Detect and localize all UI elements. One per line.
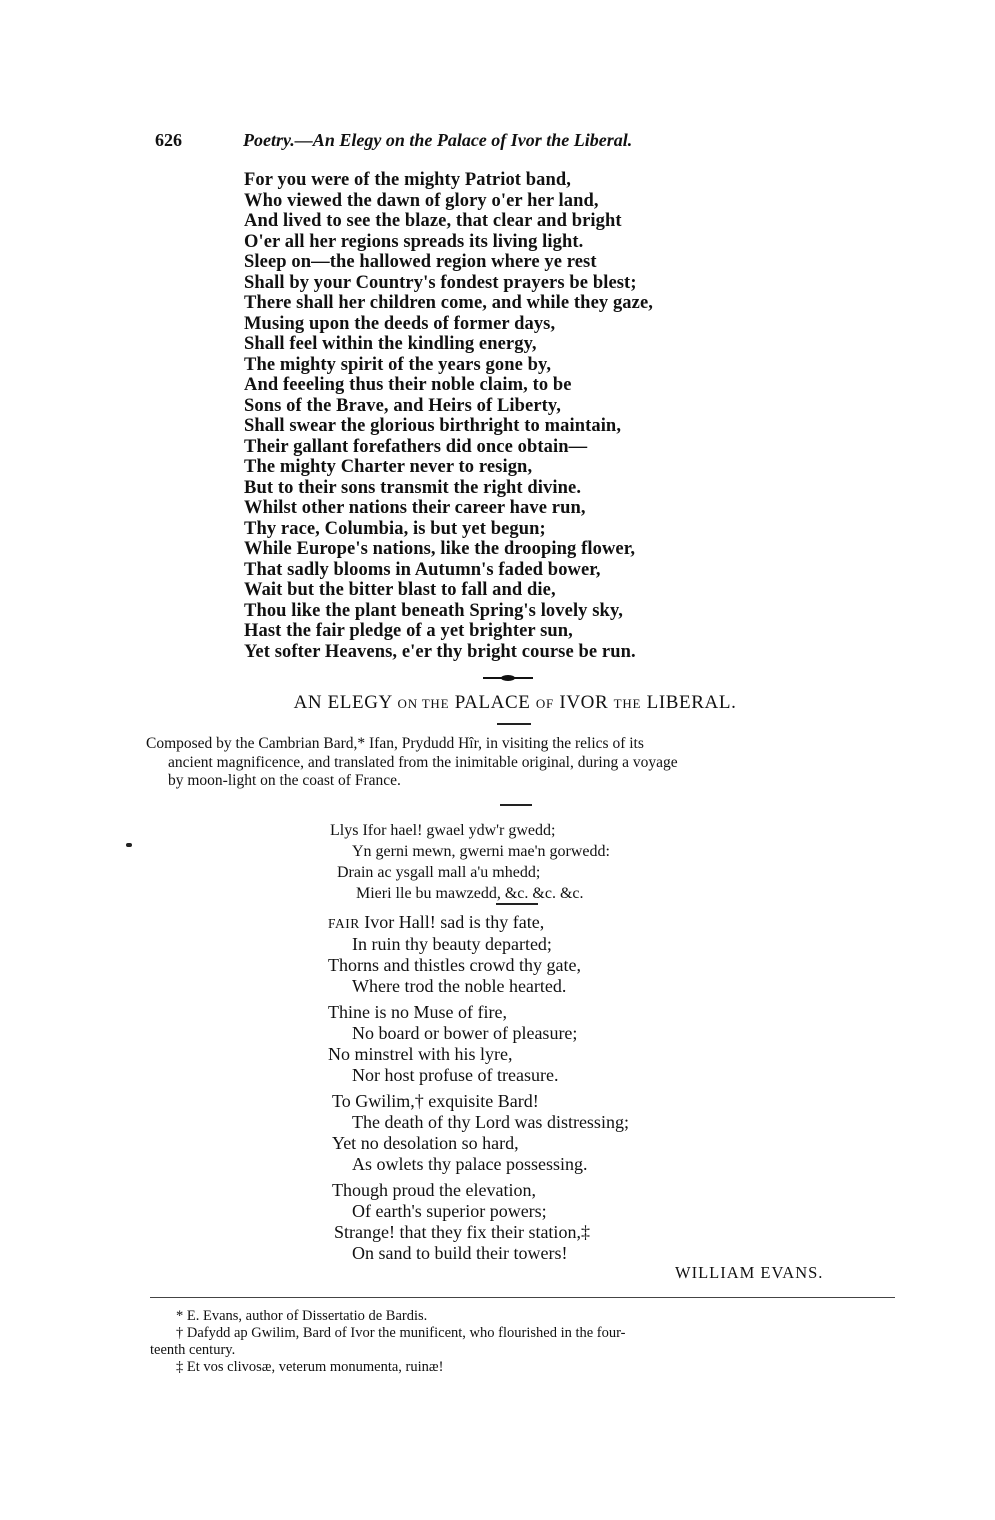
welsh-line: Llys Ifor hael! gwael ydw'r gwedd; bbox=[330, 822, 556, 839]
running-head bbox=[155, 130, 875, 156]
title-part-smallcaps: ON THE bbox=[397, 696, 450, 711]
verse-line: Shall feel within the kindling energy, bbox=[244, 334, 537, 354]
title-part-smallcaps: OF bbox=[535, 696, 555, 711]
welsh-line: Mieri lle bu mawzedd, &c. &c. &c. bbox=[356, 885, 584, 902]
lead-smallcaps: FAIR bbox=[328, 916, 360, 931]
verse-line: But to their sons transmit the right divine. bbox=[244, 477, 582, 498]
verse-line: O'er all her regions spreads its living light. bbox=[244, 231, 584, 252]
stanza-line: Nor host profuse of treasure. bbox=[352, 1065, 559, 1085]
stanza-line: Of earth's superior powers; bbox=[352, 1201, 547, 1221]
verse-line: While Europe's nations, like the drooping flower, bbox=[244, 539, 636, 559]
preface-note bbox=[146, 735, 886, 791]
stanza-line: Strange! that they fix their station,‡ bbox=[334, 1222, 590, 1242]
stanza-line: Thine is no Muse of fire, bbox=[328, 1002, 507, 1022]
elegy-stanza-3 bbox=[328, 1091, 629, 1175]
stanza-line bbox=[328, 912, 581, 934]
verse-line: Shall swear the glorious birthright to maintain, bbox=[244, 416, 622, 436]
title-part: LIBERAL. bbox=[646, 692, 737, 713]
verse-line: The mighty spirit of the years gone by, bbox=[244, 354, 552, 375]
verse-line: Who viewed the dawn of glory o'er her land, bbox=[244, 190, 599, 211]
continued-poem bbox=[244, 170, 653, 662]
stanza-line: In ruin thy beauty departed; bbox=[352, 934, 552, 954]
preface-line: ancient magnificence, and translated from the inimitable original, during a voyage bbox=[168, 753, 678, 771]
verse-line: The mighty Charter never to resign, bbox=[244, 457, 533, 477]
verse-line: There shall her children come, and while they gaze, bbox=[244, 293, 654, 313]
verse-line: Whilst other nations their career have run, bbox=[244, 498, 586, 518]
short-divider bbox=[496, 903, 538, 905]
stanza-line: To Gwilim,† exquisite Bard! bbox=[332, 1091, 539, 1111]
page-number: 626 bbox=[155, 130, 182, 150]
stanza-line: No board or bower of pleasure; bbox=[352, 1023, 578, 1043]
short-divider bbox=[497, 723, 531, 725]
stanza-line: No minstrel with his lyre, bbox=[328, 1044, 513, 1064]
stanza-line: As owlets thy palace possessing. bbox=[352, 1154, 588, 1174]
welsh-original-verse bbox=[330, 820, 610, 904]
verse-line: Thy race, Columbia, is but yet begun; bbox=[244, 518, 546, 539]
footnote-dagger: † Dafydd ap Gwilim, Bard of Ivor the munificent, who flourished in the four- bbox=[176, 1325, 626, 1341]
welsh-line: Drain ac ysgall mall a'u mhedd; bbox=[337, 864, 541, 881]
elegy-stanza-4 bbox=[328, 1180, 590, 1264]
footnote-asterisk: * E. Evans, author of Dissertatio de Bardis. bbox=[176, 1308, 428, 1324]
verse-line: Sleep on—the hallowed region where ye rest bbox=[244, 252, 597, 272]
verse-line: For you were of the mighty Patriot band, bbox=[244, 170, 572, 190]
verse-line: And feeeling thus their noble claim, to be bbox=[244, 375, 572, 395]
stanza-line: Yet no desolation so hard, bbox=[332, 1133, 519, 1153]
verse-line: Hast the fair pledge of a yet brighter sun, bbox=[244, 621, 573, 641]
author-signature: WILLIAM EVANS. bbox=[675, 1263, 824, 1282]
verse-line: Thou like the plant beneath Spring's lovely sky, bbox=[244, 600, 623, 621]
title-part: PALACE bbox=[454, 692, 531, 713]
elegy-stanza-1 bbox=[328, 912, 581, 997]
verse-line: That sadly blooms in Autumn's faded bower, bbox=[244, 559, 601, 580]
verse-line: Wait but the bitter blast to fall and die, bbox=[244, 580, 556, 600]
elegy-stanza-2 bbox=[328, 1002, 577, 1086]
verse-line: And lived to see the blaze, that clear and bright bbox=[244, 211, 622, 231]
preface-line: by moon-light on the coast of France. bbox=[168, 772, 401, 789]
stanza-line: Thorns and thistles crowd thy gate, bbox=[328, 955, 581, 975]
stanza-line: Though proud the elevation, bbox=[332, 1180, 536, 1200]
ornamental-divider bbox=[483, 676, 533, 680]
footnotes bbox=[150, 1308, 895, 1376]
footnote-double-dagger: ‡ Et vos clivosæ, veterum monumenta, ruinæ! bbox=[176, 1359, 444, 1375]
verse-line: Their gallant forefathers did once obtain— bbox=[244, 436, 588, 457]
verse-line: Musing upon the deeds of former days, bbox=[244, 313, 556, 334]
verse-line: Yet softer Heavens, e'er thy bright course be run. bbox=[244, 641, 636, 662]
title-part-smallcaps: THE bbox=[613, 696, 642, 711]
short-divider bbox=[500, 804, 532, 806]
title-part: IVOR bbox=[559, 692, 609, 713]
footnote-divider bbox=[150, 1297, 895, 1298]
running-title: Poetry.—An Elegy on the Palace of Ivor the Liberal. bbox=[243, 130, 633, 150]
footnote-dagger-continued: teenth century. bbox=[150, 1342, 236, 1358]
margin-mark bbox=[126, 843, 132, 847]
line-rest: Ivor Hall! sad is thy fate, bbox=[359, 912, 545, 932]
stanza-line: Where trod the noble hearted. bbox=[352, 976, 567, 996]
title-part: AN ELEGY bbox=[293, 692, 393, 713]
verse-line: Shall by your Country's fondest prayers be blest; bbox=[244, 272, 637, 293]
section-title bbox=[0, 692, 995, 714]
stanza-line: On sand to build their towers! bbox=[352, 1243, 568, 1263]
stanza-line: The death of thy Lord was distressing; bbox=[352, 1112, 629, 1132]
welsh-line: Yn gerni mewn, gwerni mae'n gorwedd: bbox=[352, 843, 610, 860]
verse-line: Sons of the Brave, and Heirs of Liberty, bbox=[244, 395, 561, 416]
preface-line: Composed by the Cambrian Bard,* Ifan, Prydudd Hîr, in visiting the relics of its bbox=[146, 735, 644, 752]
